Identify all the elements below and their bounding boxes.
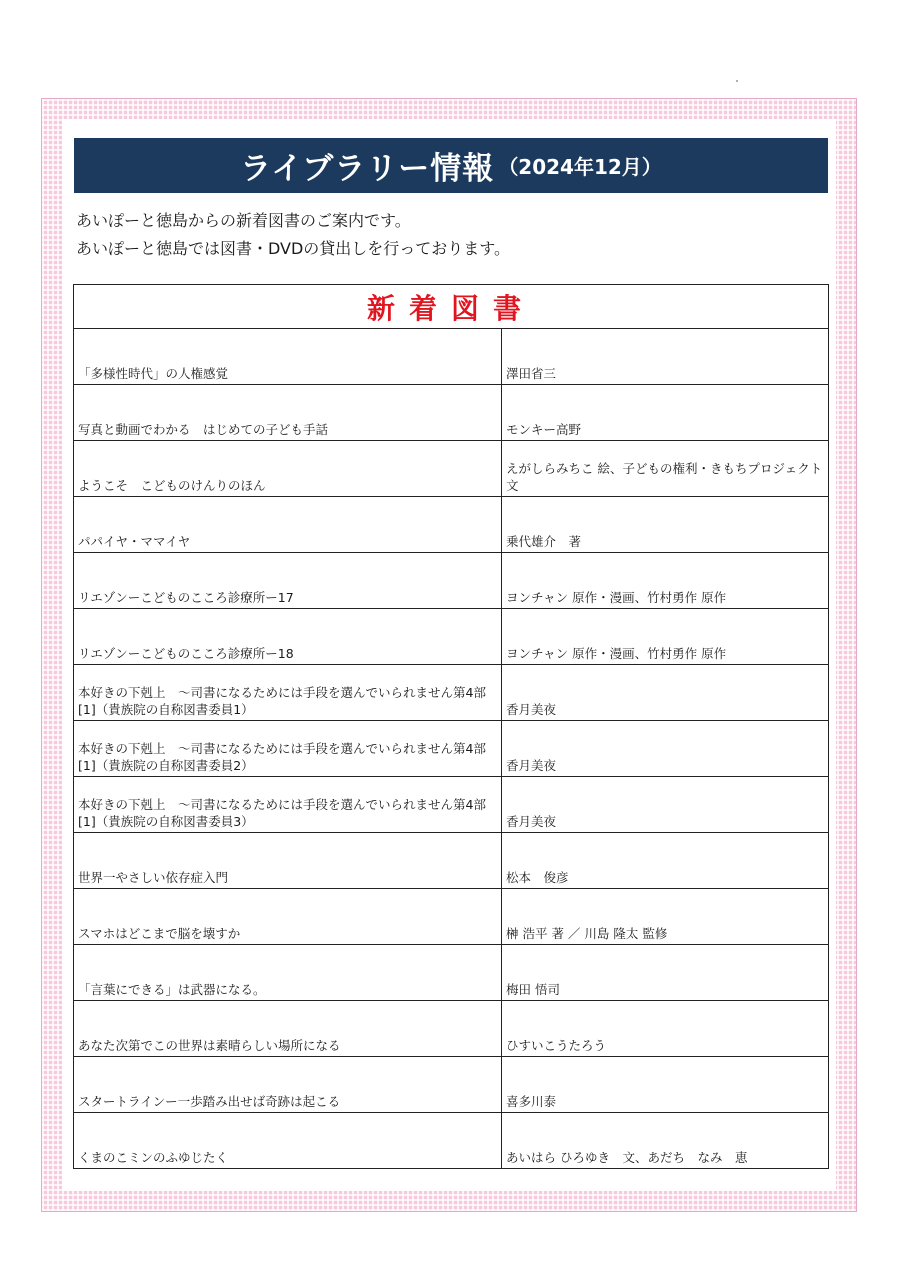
book-title: 世界一やさしい依存症入門 [74,833,502,889]
book-author: 香月美夜 [502,721,829,777]
table-row [74,609,829,665]
table-row [74,553,829,609]
book-title: 本好きの下剋上 ～司書になるためには手段を選んでいられません第4部[1]（貴族院の自称図書委員1） [74,665,502,721]
table-header-row [74,285,829,329]
table-row [74,833,829,889]
title-banner [74,138,828,193]
intro-line-2: あいぽーと徳島では図書・DVDの貸出しを行っております。 [76,239,511,258]
book-title: リエゾンーこどものこころ診療所ー17 [74,553,502,609]
content-area [62,119,836,1191]
table-header: 新着図書 [74,285,829,329]
page-title: ライブラリー情報 [240,151,495,187]
table-body [74,329,829,1169]
table-row [74,889,829,945]
table-row [74,665,829,721]
table-row [74,777,829,833]
table-row [74,1113,829,1169]
book-title: スタートラインー一歩踏み出せば奇跡は起こる [74,1057,502,1113]
intro-text [76,207,510,263]
table-row [74,329,829,385]
book-author: あいはら ひろゆき 文、あだち なみ 恵 [502,1113,829,1169]
book-title: くまのこミンのふゆじたく [74,1113,502,1169]
intro-line-1: あいぽーと徳島からの新着図書のご案内です。 [76,211,411,230]
book-author: 榊 浩平 著 ／ 川島 隆太 監修 [502,889,829,945]
book-title: 「多様性時代」の人権感覚 [74,329,502,385]
book-title: 本好きの下剋上 ～司書になるためには手段を選んでいられません第4部[1]（貴族院の自称図書委員3） [74,777,502,833]
table-row [74,441,829,497]
table-row [74,385,829,441]
book-author: モンキー高野 [502,385,829,441]
table-row [74,945,829,1001]
table-row [74,721,829,777]
scan-speck [736,80,738,82]
book-title: リエゾンーこどものこころ診療所ー18 [74,609,502,665]
book-title: スマホはどこまで脳を壊すか [74,889,502,945]
book-author: 香月美夜 [502,777,829,833]
book-author: えがしらみちこ 絵、子どもの権利・きもちプロジェクト 文 [502,441,829,497]
table-row [74,1001,829,1057]
book-author: ヨンチャン 原作・漫画、竹村勇作 原作 [502,609,829,665]
book-author: 澤田省三 [502,329,829,385]
book-title: ようこそ こどものけんりのほん [74,441,502,497]
book-author: 乗代雄介 著 [502,497,829,553]
book-author: 梅田 悟司 [502,945,829,1001]
book-author: 喜多川泰 [502,1057,829,1113]
book-title: パパイヤ・ママイヤ [74,497,502,553]
table-row [74,1057,829,1113]
book-title: 本好きの下剋上 ～司書になるためには手段を選んでいられません第4部[1]（貴族院の自称図書委員2） [74,721,502,777]
book-title: あなた次第でこの世界は素晴らしい場所になる [74,1001,502,1057]
issue-date: （2024年12月） [498,155,662,179]
book-title: 写真と動画でわかる はじめての子ども手話 [74,385,502,441]
table-row [74,497,829,553]
book-author: ひすいこうたろう [502,1001,829,1057]
new-books-table [73,284,829,1169]
book-author: 松本 俊彦 [502,833,829,889]
book-author: ヨンチャン 原作・漫画、竹村勇作 原作 [502,553,829,609]
book-title: 「言葉にできる」は武器になる。 [74,945,502,1001]
book-author: 香月美夜 [502,665,829,721]
pink-checkered-frame [41,98,857,1212]
